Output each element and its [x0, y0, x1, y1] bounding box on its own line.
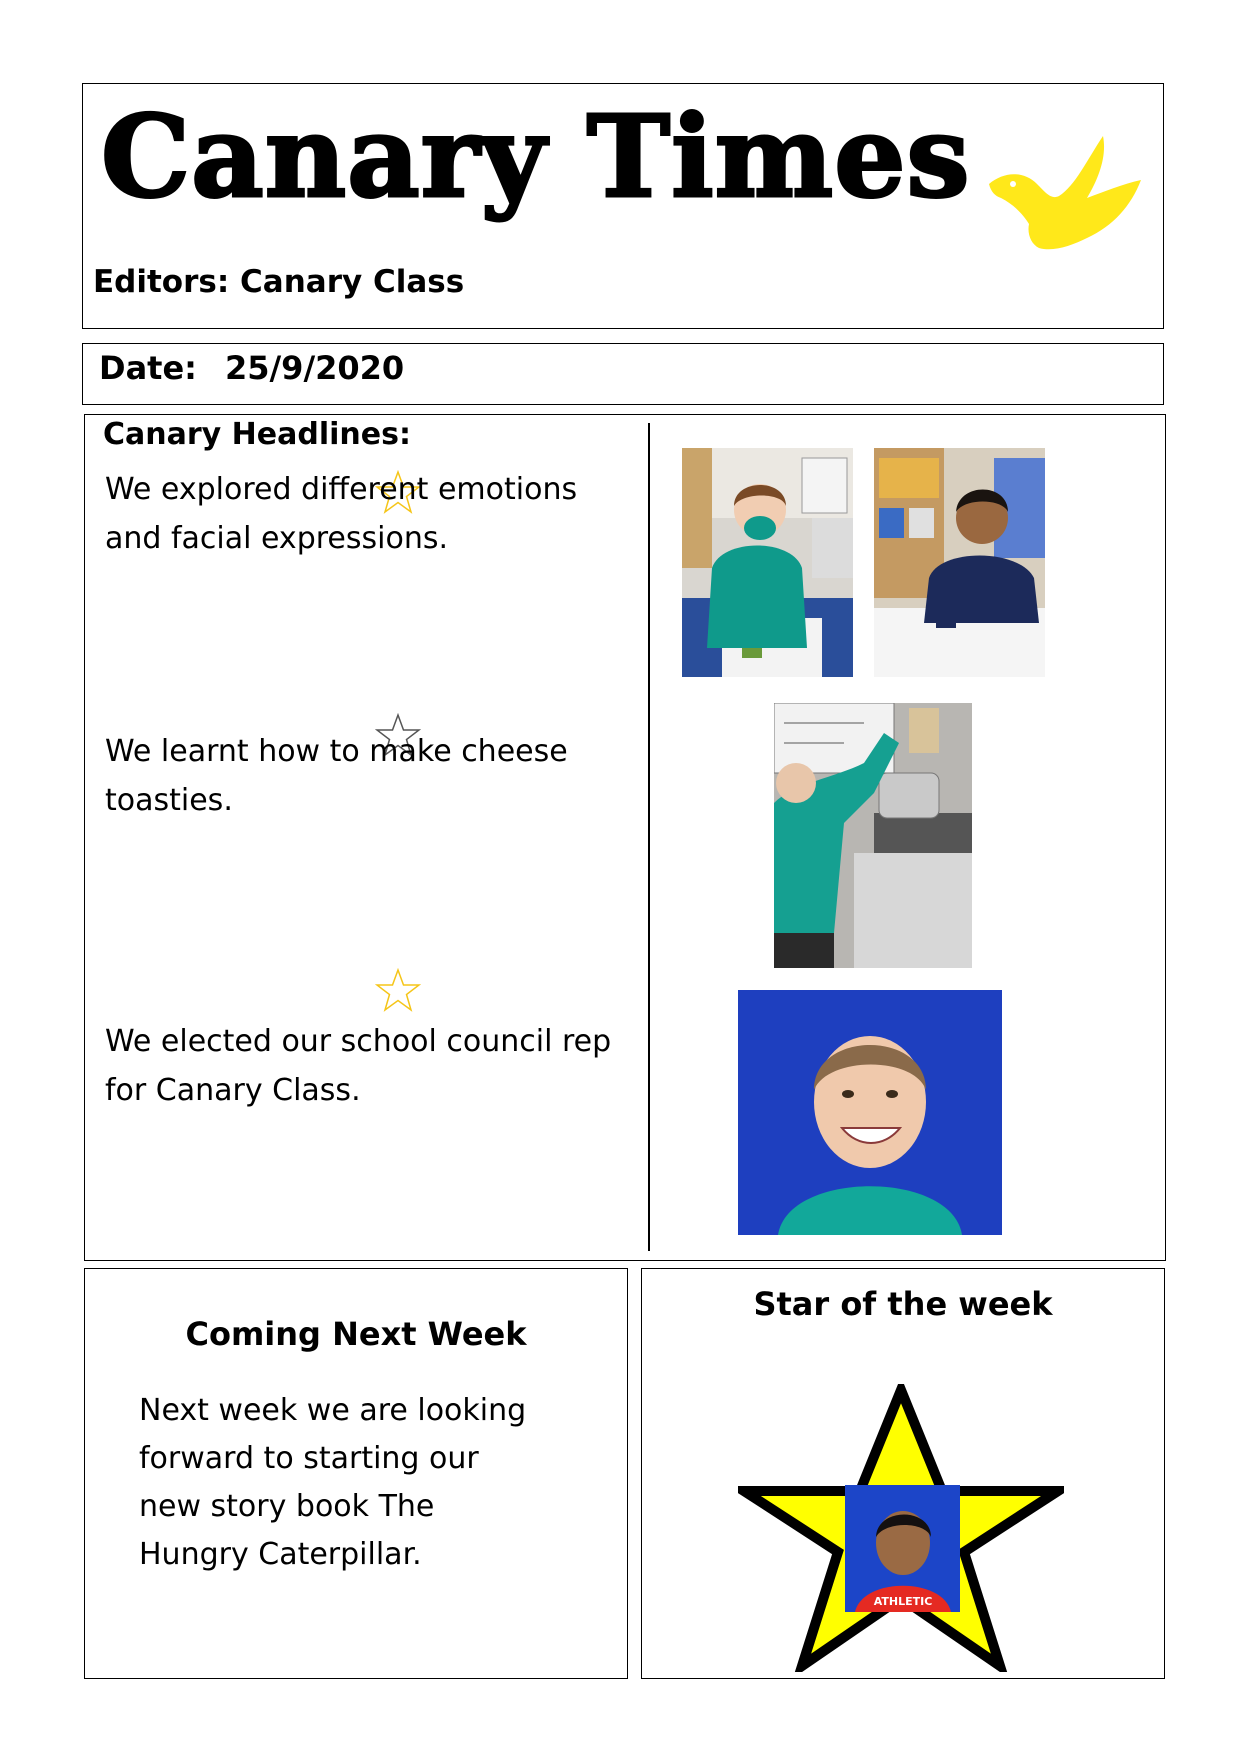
- newsletter-title: Canary Times: [101, 92, 971, 223]
- masthead: [82, 83, 1164, 329]
- headline-text: We learnt how to make cheese toasties.: [105, 734, 568, 818]
- headlines-section: [84, 414, 1166, 1261]
- yellow-bird-icon: [983, 126, 1143, 261]
- photo-school-council-rep: [738, 990, 1002, 1235]
- photo-star-pupil: [845, 1485, 960, 1612]
- star-of-the-week-section: [641, 1268, 1165, 1679]
- date-label: Date:: [99, 349, 197, 387]
- date-value: 25/9/2020: [224, 349, 405, 387]
- headline-text: We elected our school council rep for Canary Class.: [105, 1024, 612, 1108]
- coming-next-week-section: [84, 1268, 628, 1679]
- star-outline-icon: [375, 968, 421, 1012]
- shirt-text: ATHLETIC: [873, 1595, 933, 1608]
- coming-next-week-text: Next week we are looking forward to starting our new story book The Hungry Caterpillar.: [139, 1393, 527, 1572]
- headlines-title: Canary Headlines:: [103, 417, 411, 452]
- date-line: [99, 349, 404, 387]
- date-box: [82, 343, 1164, 405]
- coming-next-week-title: Coming Next Week: [185, 1315, 527, 1353]
- photo-child-emotions-2: [874, 448, 1045, 677]
- photo-child-emotions-1: [682, 448, 853, 677]
- column-divider: [648, 423, 650, 1251]
- editors-line: Editors: Canary Class: [93, 264, 465, 300]
- photo-cheese-toasties: [774, 703, 972, 968]
- headline-text: We explored different emotions and facial expressions.: [105, 472, 578, 556]
- star-of-the-week-title: Star of the week: [753, 1285, 1053, 1323]
